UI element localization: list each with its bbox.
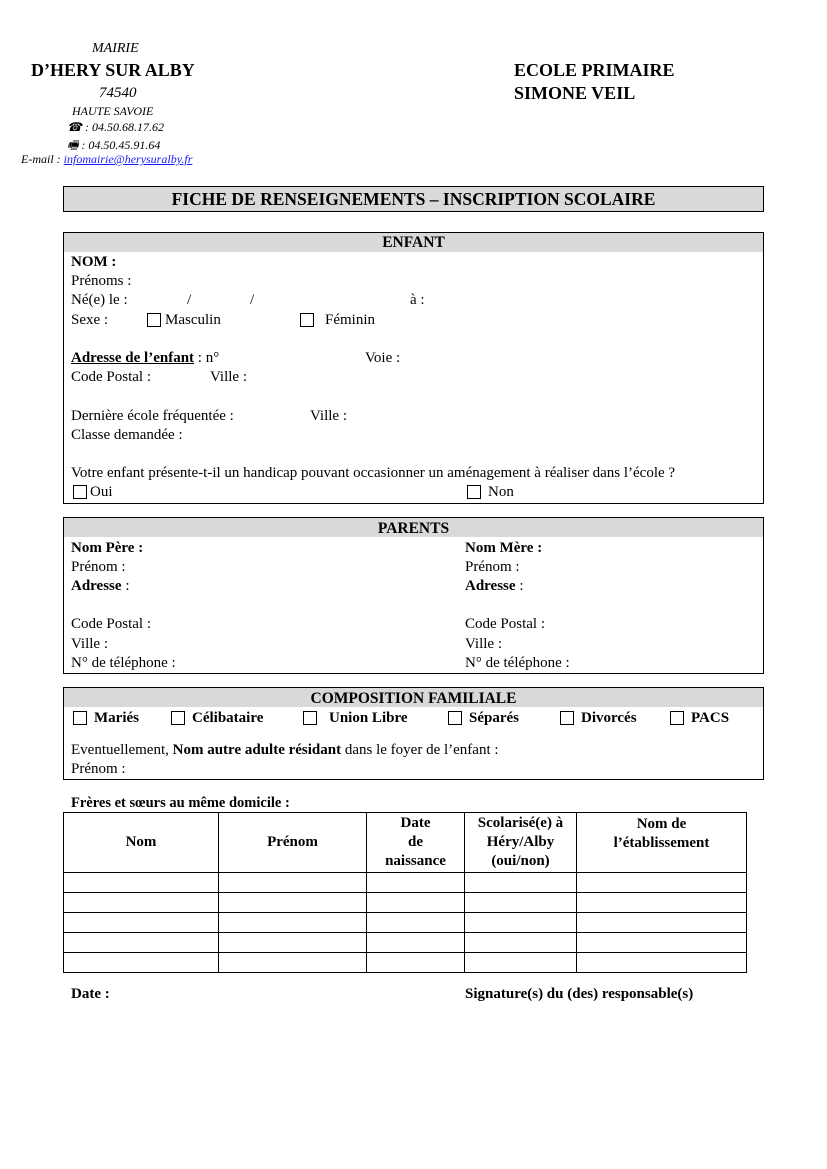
table-cell[interactable] [577, 873, 747, 893]
pere-adresse-line [71, 578, 129, 595]
col-scolarise-header-l1: Scolarisé(e) à [477, 815, 564, 831]
table-cell[interactable] [219, 933, 367, 953]
col-scolarise-header [465, 813, 577, 873]
celibataire-checkbox[interactable] [171, 711, 185, 725]
enfant-adresse-label: Adresse de l’enfant [71, 350, 195, 366]
table-row [64, 873, 747, 893]
pere-adresse-label: Adresse [71, 578, 122, 594]
table-cell[interactable] [465, 933, 577, 953]
handicap-oui-checkbox[interactable] [73, 485, 87, 499]
fax-number: : 04.50.45.91.64 [81, 138, 161, 152]
enfant-ne-le-label: Né(e) le : [71, 292, 128, 308]
mairie-label: MAIRIE [92, 41, 139, 56]
pere-adresse-colon: : [125, 578, 130, 594]
maries-label: Mariés [94, 710, 139, 726]
handicap-oui-label: Oui [90, 484, 113, 500]
commune-name: D’HERY SUR ALBY [31, 60, 195, 80]
signature-label: Signature(s) du (des) responsable(s) [465, 986, 694, 1002]
form-title: FICHE DE RENSEIGNEMENTS – INSCRIPTION SCOLAIRE [171, 189, 656, 209]
table-cell[interactable] [219, 873, 367, 893]
mere-adresse-label: Adresse [465, 578, 516, 594]
pere-prenom-label: Prénom : [71, 559, 126, 575]
department: HAUTE SAVOIE [72, 104, 154, 118]
enfant-ville-label: Ville : [210, 369, 248, 385]
divorces-label: Divorcés [581, 710, 637, 726]
mere-adresse-line [465, 578, 523, 595]
col-etablissement-header [577, 813, 747, 873]
school-name-line1: ECOLE PRIMAIRE [514, 60, 675, 80]
mere-nom-label: Nom Mère : [465, 540, 543, 556]
date-label: Date : [71, 986, 110, 1002]
enfant-code-postal-label: Code Postal : [71, 369, 152, 385]
col-prenom-header: Prénom [219, 813, 367, 873]
feminin-label: Féminin [325, 312, 376, 328]
phone-icon: ☎ [67, 120, 82, 134]
separes-label: Séparés [469, 710, 519, 726]
table-cell[interactable] [577, 893, 747, 913]
masculin-label: Masculin [165, 312, 221, 328]
mere-code-postal-label: Code Postal : [465, 616, 546, 632]
col-nom-header: Nom [64, 813, 219, 873]
autre-adulte-suffix: dans le foyer de l’enfant : [344, 742, 499, 758]
divorces-checkbox[interactable] [560, 711, 574, 725]
enfant-sexe-label: Sexe : [71, 312, 109, 328]
table-cell[interactable] [577, 953, 747, 973]
table-cell[interactable] [465, 913, 577, 933]
enfant-adresse-numero-label: : n° [197, 350, 220, 366]
table-cell[interactable] [64, 913, 219, 933]
col-scolarise-header-l2: Héry/Alby [486, 834, 555, 850]
phone-number: : 04.50.68.17.62 [84, 120, 164, 134]
handicap-question: Votre enfant présente-t-il un handicap pouvant occasionner un aménagement à réaliser dans l’école ? [71, 465, 676, 481]
col-etablissement-header-l1: Nom de [636, 816, 687, 832]
table-cell[interactable] [219, 953, 367, 973]
feminin-checkbox[interactable] [300, 313, 314, 327]
school-name-line2: SIMONE VEIL [514, 83, 636, 103]
table-cell[interactable] [64, 933, 219, 953]
date-separator-1: / [187, 292, 192, 308]
postcode: 74540 [99, 85, 137, 101]
classe-demandee-label: Classe demandée : [71, 427, 183, 443]
table-cell[interactable] [367, 933, 465, 953]
table-cell[interactable] [367, 893, 465, 913]
table-cell[interactable] [64, 873, 219, 893]
table-row [64, 913, 747, 933]
col-date-header-l3: naissance [385, 853, 446, 869]
email-label: E-mail : [21, 152, 61, 166]
email-line [21, 152, 192, 167]
col-date-header-l1: Date [400, 815, 431, 831]
handicap-non-checkbox[interactable] [467, 485, 481, 499]
enfant-lieu-label: à : [410, 292, 425, 308]
pere-telephone-label: N° de téléphone : [71, 655, 176, 671]
derniere-ecole-label: Dernière école fréquentée : [71, 408, 234, 424]
table-cell[interactable] [577, 933, 747, 953]
pacs-checkbox[interactable] [670, 711, 684, 725]
pacs-label: PACS [691, 710, 730, 726]
autre-adulte-prefix: Eventuellement, [71, 742, 169, 758]
autre-adulte-prenom-label: Prénom : [71, 761, 126, 777]
col-date-header-l2: de [408, 834, 423, 850]
siblings-heading: Frères et sœurs au même domicile : [71, 795, 290, 811]
form-title-box [63, 186, 764, 212]
parents-heading: PARENTS [64, 518, 763, 537]
table-cell[interactable] [219, 893, 367, 913]
fax-icon: 🖷 [67, 138, 79, 152]
table-cell[interactable] [219, 913, 367, 933]
col-etablissement-header-l2: l’établissement [613, 835, 710, 851]
col-scolarise-header-l3: (oui/non) [491, 853, 550, 869]
table-cell[interactable] [64, 893, 219, 913]
table-cell[interactable] [367, 873, 465, 893]
table-cell[interactable] [465, 893, 577, 913]
handicap-non-label: Non [488, 484, 514, 500]
pere-code-postal-label: Code Postal : [71, 616, 152, 632]
masculin-checkbox[interactable] [147, 313, 161, 327]
table-row [64, 953, 747, 973]
separes-checkbox[interactable] [448, 711, 462, 725]
phone-line [67, 120, 164, 135]
enfant-heading: ENFANT [64, 233, 763, 252]
col-date-header [367, 813, 465, 873]
maries-checkbox[interactable] [73, 711, 87, 725]
union-libre-checkbox[interactable] [303, 711, 317, 725]
table-row [64, 893, 747, 913]
mere-prenom-label: Prénom : [465, 559, 520, 575]
composition-section [63, 687, 764, 780]
enfant-section [63, 232, 764, 504]
enfant-prenoms-label: Prénoms : [71, 273, 132, 289]
table-cell[interactable] [465, 953, 577, 973]
mere-telephone-label: N° de téléphone : [465, 655, 570, 671]
table-cell[interactable] [367, 953, 465, 973]
ecole-ville-label: Ville : [310, 408, 348, 424]
celibataire-label: Célibataire [192, 710, 264, 726]
date-separator-2: / [250, 292, 255, 308]
table-cell[interactable] [465, 873, 577, 893]
pere-nom-label: Nom Père : [71, 540, 144, 556]
mere-adresse-colon: : [519, 578, 524, 594]
siblings-header-row [64, 813, 747, 873]
composition-heading: COMPOSITION FAMILIALE [64, 688, 763, 707]
mere-ville-label: Ville : [465, 636, 503, 652]
table-row [64, 933, 747, 953]
parents-section [63, 517, 764, 674]
enfant-nom-label: NOM : [71, 254, 117, 270]
enfant-adresse-line [71, 350, 219, 367]
table-cell[interactable] [64, 953, 219, 973]
email-link[interactable]: infomairie@herysuralby.fr [63, 152, 193, 166]
siblings-table [63, 812, 747, 973]
union-libre-label: Union Libre [329, 710, 408, 726]
autre-adulte-line [71, 742, 499, 759]
autre-adulte-bold: Nom autre adulte résidant [172, 742, 342, 758]
enfant-voie-label: Voie : [365, 350, 401, 366]
table-cell[interactable] [577, 913, 747, 933]
table-cell[interactable] [367, 913, 465, 933]
pere-ville-label: Ville : [71, 636, 109, 652]
